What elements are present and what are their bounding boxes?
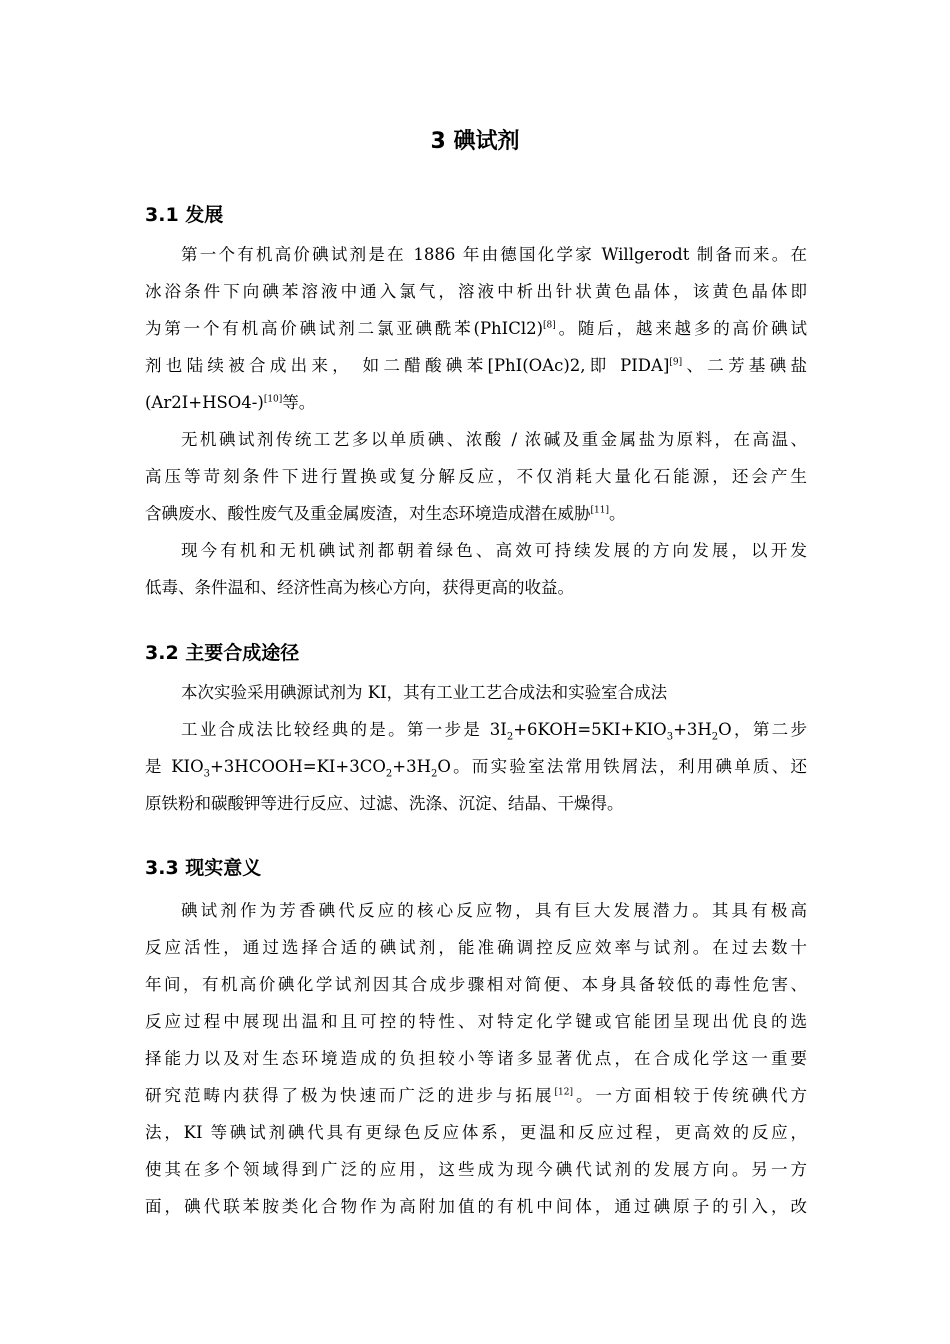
paragraph-3-1-2 [145,427,807,538]
paragraph-3-1-1 [145,242,807,427]
paragraph-3-2-1 [145,680,807,717]
paragraph-3-2-2 [145,717,807,828]
chapter-title: 3 碘试剂 [430,129,520,154]
text-run: 为第一个有机高价碘试剂二氯亚碘酰苯(PhICl2) [145,319,544,338]
subscript: 2 [506,731,514,743]
text-run: +3H [673,720,712,739]
text-run: 含碘废水、酸性废气及重金属废渣，对生态环境造成潜在威胁 [145,504,591,523]
subscript: 2 [711,731,719,743]
text-run: +6KOH=5KI+KIO [513,720,667,739]
text-line: 原铁粉和碳酸钾等进行反应、过滤、洗涤、沉淀、结晶、干燥得。 [145,794,624,813]
text-line: 面，碘代联苯胺类化合物作为高附加值的有机中间体，通过碘原子的引入，改 [145,1197,807,1216]
text-line [145,501,807,538]
text-run: 工业合成法比较经典的是。第一步是 3I [181,720,507,739]
subscript: 2 [431,768,438,780]
section-heading-3-2: 3.2 主要合成途径 [145,642,300,664]
text-line: 本次实验采用碘源试剂为 KI，其有工业工艺合成法和实验室合成法 [181,683,668,702]
text-line: 高压等苛刻条件下进行置换或复分解反应，不仅消耗大量化石能源，还会产生 [145,467,807,486]
text-run: O，第二步 [718,720,808,739]
citation: [9] [669,357,683,368]
citation: [10] [263,394,283,405]
text-line: 年间，有机高价碘化学试剂因其合成步骤相对简便、本身具备较低的毒性危害、 [145,975,807,994]
citation: [12] [554,1087,573,1098]
text-run: +3HCOOH=KI+3CO [209,757,386,776]
text-line: 低毒、条件温和、经济性高为核心方向，获得更高的收益。 [145,578,574,597]
citation: [11] [590,505,609,516]
text-line [145,717,807,754]
text-run: O。而实验室法常用铁屑法，利用碘单质、还 [437,757,807,776]
paragraph-3-3-1 [145,898,807,1231]
subscript: 2 [385,768,393,780]
section-heading-3-1: 3.1 发展 [145,204,224,226]
paragraph-3-1-3 [145,538,807,612]
text-run: 。 [608,504,626,523]
text-run: 剂也陆续被合成出来， 如二醋酸碘苯[PhI(OAc)2,即 PIDA] [145,356,670,375]
subscript: 3 [666,731,674,743]
text-line [145,353,807,390]
subscript: 3 [203,768,210,780]
text-run: (Ar2I+HSO4-) [145,393,264,412]
text-line [145,754,807,791]
text-line: 反应活性，通过选择合适的碘试剂，能准确调控反应效率与试剂。在过去数十 [145,938,807,957]
text-run: 。随后，越来越多的高价碘试 [555,319,807,338]
text-line: 择能力以及对生态环境造成的负担较小等诸多显著优点，在合成化学这一重要 [145,1049,807,1068]
text-line: 现今有机和无机碘试剂都朝着绿色、高效可持续发展的方向发展，以开发 [181,541,807,560]
text-line [145,316,807,353]
text-line: 使其在多个领域得到广泛的应用，这些成为现今碘代试剂的发展方向。另一方 [145,1160,807,1179]
text-run: 。一方面相较于传统碘代方 [573,1086,808,1105]
text-line [145,1083,807,1120]
text-line: 碘试剂作为芳香碘代反应的核心反应物，具有巨大发展潜力。其具有极高 [181,901,807,920]
text-run: +3H [392,757,432,776]
text-line: 无机碘试剂传统工艺多以单质碘、浓酸 / 浓碱及重金属盐为原料，在高温、 [181,430,807,449]
text-run: 研究范畴内获得了极为快速而广泛的进步与拓展 [145,1086,555,1105]
citation: [8] [543,320,556,331]
text-line: 法，KI 等碘试剂碘代具有更绿色反应体系，更温和反应过程，更高效的反应， [145,1123,807,1142]
text-line: 第一个有机高价碘试剂是在 1886 年由德国化学家 Willgerodt 制备而来。在 [181,245,807,264]
text-run: 等。 [282,393,316,412]
text-line [145,390,807,427]
text-run: 、二芳基碘盐 [682,356,808,375]
text-run: 是 KIO [145,757,204,776]
section-heading-3-3: 3.3 现实意义 [145,857,262,879]
text-line: 反应过程中展现出温和且可控的特性、对特定化学键或官能团呈现出优良的选 [145,1012,807,1031]
text-line: 冰浴条件下向碘苯溶液中通入氯气，溶液中析出针状黄色晶体，该黄色晶体即 [145,282,807,301]
